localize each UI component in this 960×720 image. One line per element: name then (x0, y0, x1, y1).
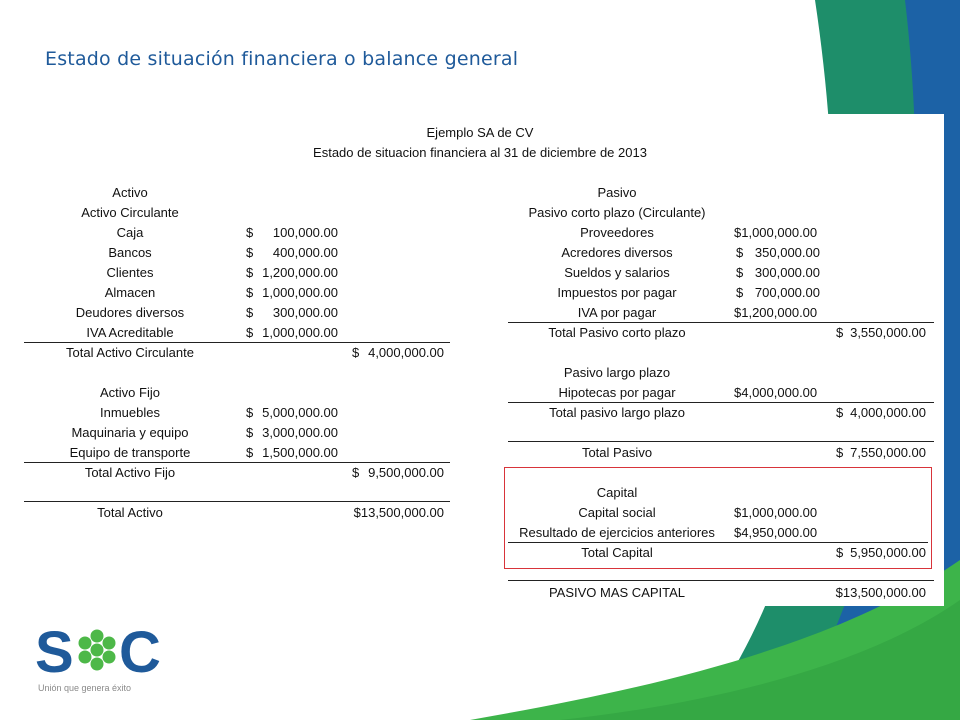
list-item-amount: 5,000,000.00 (262, 405, 338, 420)
list-item-label: Sueldos y salarios (564, 265, 670, 280)
currency-symbol: $ (836, 325, 844, 340)
logo-letter-s: S (35, 622, 74, 682)
balance-sheet (24, 114, 944, 606)
list-item-amount: 300,000.00 (272, 305, 338, 320)
list-item-amount: 400,000.00 (272, 245, 338, 260)
currency-symbol: $ (246, 265, 254, 280)
total-activo-circulante-label: Total Activo Circulante (66, 345, 194, 360)
list-item-amount: 100,000.00 (272, 225, 338, 240)
total-capital-label: Total Capital (581, 545, 653, 560)
list-item-label: IVA por pagar (577, 305, 657, 320)
activo-fijo-heading: Activo Fijo (100, 385, 160, 400)
total-activo-fijo-amount: 9,500,000.00 (368, 465, 444, 480)
list-item-label: Equipo de transporte (69, 445, 191, 460)
pasivo-mas-capital-label: PASIVO MAS CAPITAL (548, 585, 686, 600)
total-activo-amount: $13,500,000.00 (353, 505, 444, 520)
capital-heading: Capital (596, 485, 638, 500)
list-item-amount: $4,950,000.00 (734, 525, 818, 540)
list-item-label: Hipotecas por pagar (558, 385, 676, 400)
list-item-label: Acredores diversos (561, 245, 673, 260)
divider (508, 542, 928, 543)
logo-flower-icon (79, 630, 116, 671)
total-pasivo-largo-amount: 4,000,000.00 (850, 405, 926, 420)
pasivo-mas-capital-amount: $13,500,000.00 (835, 585, 926, 600)
logo-tagline: Unión que genera éxito (38, 683, 132, 693)
currency-symbol: $ (246, 405, 254, 420)
pasivo-corto-heading: Pasivo corto plazo (Circulante) (528, 205, 706, 220)
list-item-amount: 1,500,000.00 (262, 445, 338, 460)
activo-circulante-heading: Activo Circulante (81, 205, 179, 220)
list-item-label: Maquinaria y equipo (71, 425, 189, 440)
total-pasivo-label: Total Pasivo (581, 445, 653, 460)
total-activo-label: Total Activo (97, 505, 163, 520)
list-item-amount: 1,000,000.00 (262, 325, 338, 340)
list-item-amount: 700,000.00 (754, 285, 820, 300)
list-item-label: Almacen (104, 285, 156, 300)
total-capital-amount: 5,950,000.00 (850, 545, 926, 560)
currency-symbol: $ (836, 545, 844, 560)
divider (24, 342, 450, 343)
currency-symbol: $ (736, 285, 744, 300)
list-item-amount: 350,000.00 (754, 245, 820, 260)
list-item-amount: $1,200,000.00 (734, 305, 818, 320)
total-pasivo-largo-label: Total pasivo largo plazo (549, 405, 685, 420)
soc-logo (35, 622, 195, 682)
logo-letter-c: C (119, 622, 161, 682)
divider (508, 402, 934, 403)
total-pasivo-corto-label: Total Pasivo corto plazo (548, 325, 686, 340)
sheet-subtitle: Estado de situacion financiera al 31 de diciembre de 2013 (313, 145, 647, 160)
list-item-label: Inmuebles (100, 405, 160, 420)
list-item-label: Clientes (106, 265, 154, 280)
currency-symbol: $ (836, 405, 844, 420)
divider (508, 322, 934, 323)
currency-symbol: $ (736, 265, 744, 280)
list-item-label: Deudores diversos (75, 305, 185, 320)
divider (24, 462, 450, 463)
currency-symbol: $ (246, 285, 254, 300)
list-item-label: Bancos (108, 245, 152, 260)
list-item-label: Resultado de ejercicios anteriores (519, 525, 715, 540)
list-item-label: IVA Acreditable (86, 325, 174, 340)
currency-symbol: $ (246, 325, 254, 340)
currency-symbol: $ (246, 305, 254, 320)
list-item-label: Caja (116, 225, 144, 240)
divider (24, 501, 450, 502)
list-item-amount: $1,000,000.00 (734, 505, 818, 520)
pasivo-largo-heading: Pasivo largo plazo (563, 365, 671, 380)
pasivo-heading: Pasivo (597, 185, 637, 200)
list-item-label: Proveedores (580, 225, 654, 240)
currency-symbol: $ (246, 245, 254, 260)
slide-title: Estado de situación financiera o balance general (45, 48, 519, 70)
currency-symbol: $ (246, 425, 254, 440)
currency-symbol: $ (352, 465, 360, 480)
list-item-amount: 1,200,000.00 (262, 265, 338, 280)
divider (508, 441, 934, 442)
total-pasivo-corto-amount: 3,550,000.00 (850, 325, 926, 340)
activo-heading: Activo (112, 185, 148, 200)
currency-symbol: $ (352, 345, 360, 360)
total-pasivo-amount: 7,550,000.00 (850, 445, 926, 460)
company-name: Ejemplo SA de CV (426, 125, 534, 140)
total-activo-fijo-label: Total Activo Fijo (84, 465, 176, 480)
divider (508, 580, 934, 581)
total-activo-circulante-amount: 4,000,000.00 (368, 345, 444, 360)
list-item-amount: $4,000,000.00 (734, 385, 818, 400)
list-item-label: Impuestos por pagar (557, 285, 677, 300)
currency-symbol: $ (836, 445, 844, 460)
list-item-amount: $1,000,000.00 (734, 225, 818, 240)
list-item-amount: 1,000,000.00 (262, 285, 338, 300)
list-item-amount: 3,000,000.00 (262, 425, 338, 440)
currency-symbol: $ (246, 225, 254, 240)
currency-symbol: $ (246, 445, 254, 460)
list-item-label: Capital social (578, 505, 656, 520)
list-item-amount: 300,000.00 (754, 265, 820, 280)
currency-symbol: $ (736, 245, 744, 260)
